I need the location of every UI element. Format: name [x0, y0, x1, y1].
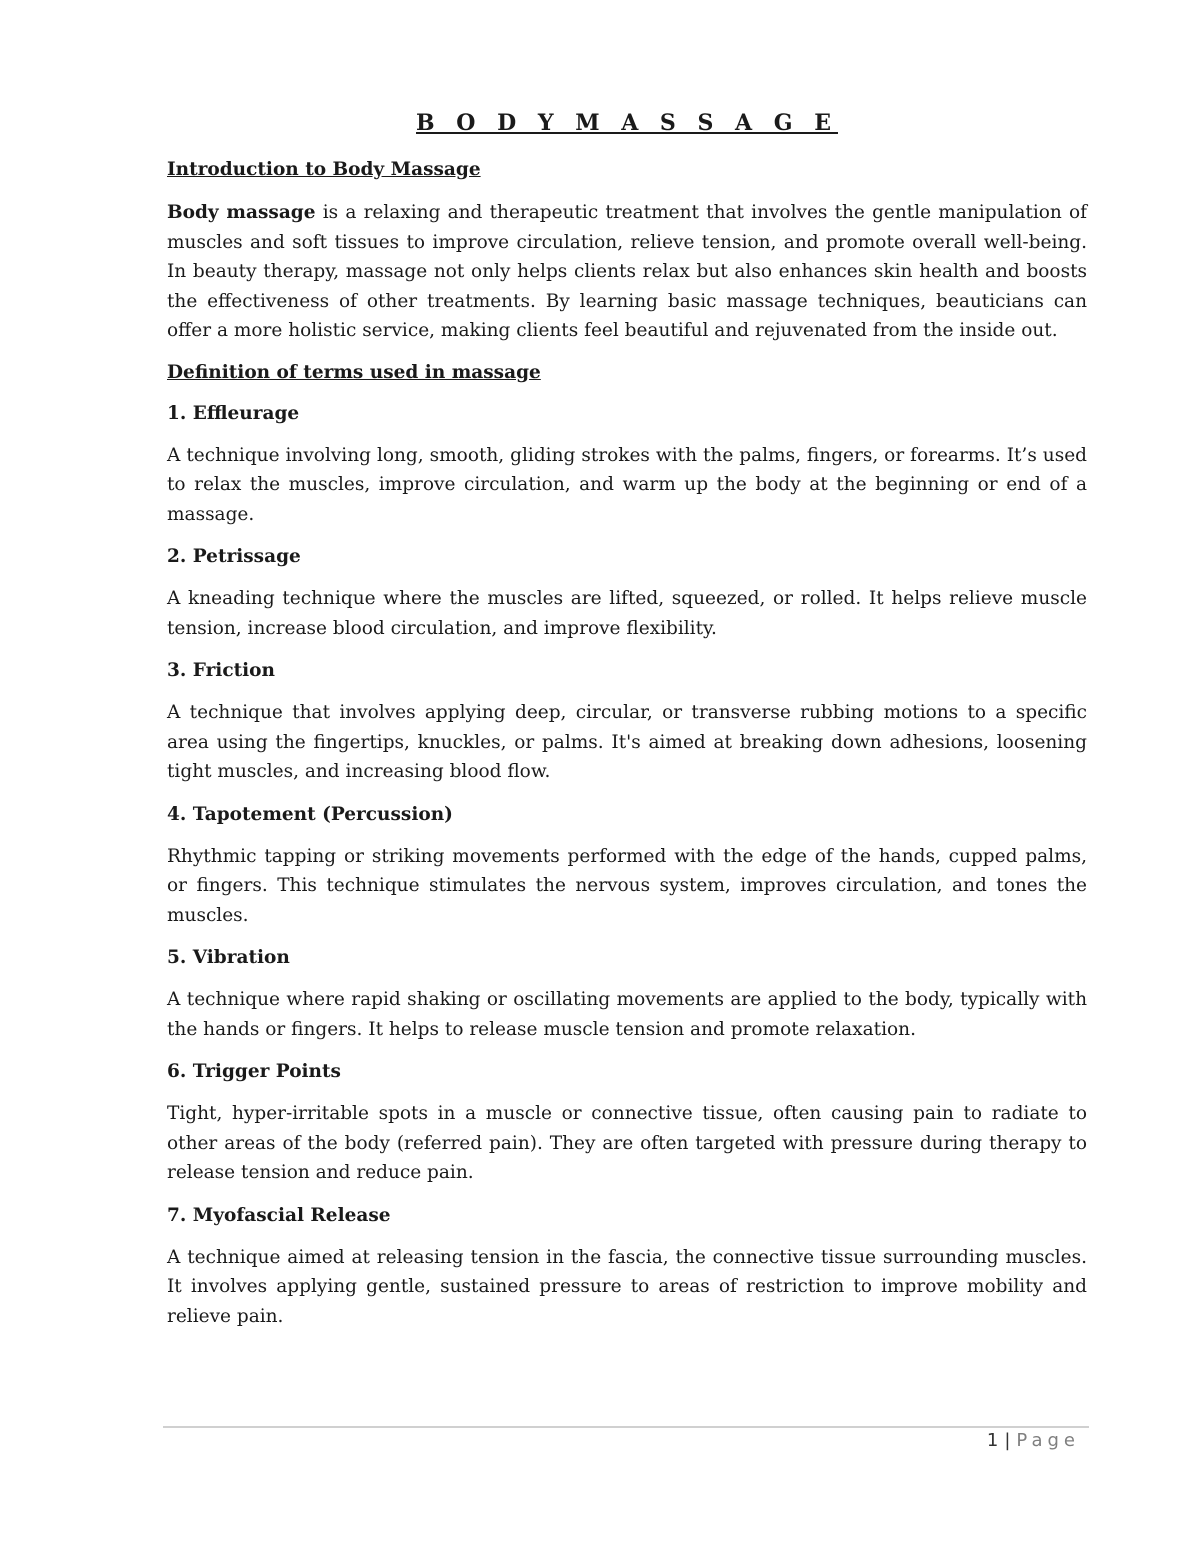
term-text-vibration: A technique where rapid shaking or oscillating movements are applied to the body, typically with the hands or fingers. It helps to release muscle tension and promote relaxation.	[167, 989, 1087, 1040]
term-text-tapotement: Rhythmic tapping or striking movements performed with the edge of the hands, cupped palms, or fingers. This technique stimulates the nervous system, improves circulation, and tones the muscles.	[167, 845, 1087, 926]
document-title: B O D Y M A S S A G E	[416, 110, 838, 136]
footer-divider	[163, 1426, 1089, 1428]
term-title-tapotement: 4. Tapotement (Percussion)	[167, 803, 453, 825]
term-text-effleurage: A technique involving long, smooth, gliding strokes with the palms, fingers, or forearms. It’s used to relax the muscles, improve circulation, and warm up the body at the beginning or end of a massage.	[167, 444, 1087, 525]
page-label: Page	[1016, 1430, 1080, 1451]
term-text-myofascial-release: A technique aimed at releasing tension in the fascia, the connective tissue surrounding muscles. It involves applying gentle, sustained pressure to areas of restriction to improve mobility and relieve pain.	[167, 1246, 1087, 1327]
term-title-friction: 3. Friction	[167, 660, 275, 681]
term-title-vibration: 5. Vibration	[167, 947, 290, 968]
intro-paragraph	[167, 198, 1087, 346]
page-number: 1	[986, 1430, 999, 1451]
intro-text: is a relaxing and therapeutic treatment that involves the gentle manipulation of muscles and soft tissues to improve circulation, relieve tension, and promote overall well-being. In beauty therapy, massage not only helps clients relax but also enhances skin health and boosts the effectiveness of other treatments. By learning basic massage techniques, beauticians can offer a more holistic service, making clients feel beautiful and rejuvenated from the inside out.	[167, 202, 1087, 341]
term-title-trigger-points: 6. Trigger Points	[167, 1061, 341, 1082]
page-content	[167, 108, 1087, 1346]
term-title-myofascial-release: 7. Myofascial Release	[167, 1204, 391, 1226]
term-text-friction: A technique that involves applying deep, circular, or transverse rubbing motions to a specific area using the fingertips, knuckles, or palms. It's aimed at breaking down adhesions, loosening tight muscles, and increasing blood flow.	[167, 702, 1087, 782]
term-title-effleurage: 1. Effleurage	[167, 402, 300, 424]
intro-heading: Introduction to Body Massage	[167, 159, 481, 180]
terms-heading: Definition of terms used in massage	[167, 361, 541, 383]
term-title-petrissage: 2. Petrissage	[167, 546, 301, 567]
footer-separator: |	[1004, 1430, 1011, 1451]
term-text-trigger-points: Tight, hyper-irritable spots in a muscle or connective tissue, often causing pain to radiate to other areas of the body (referred pain). They are often targeted with pressure during therapy to release tension and reduce pain.	[167, 1103, 1087, 1183]
page-footer	[987, 1430, 1080, 1451]
term-text-petrissage: A kneading technique where the muscles are lifted, squeezed, or rolled. It helps relieve muscle tension, increase blood circulation, and improve flexibility.	[167, 588, 1087, 639]
intro-bold-term: Body massage	[167, 202, 316, 223]
